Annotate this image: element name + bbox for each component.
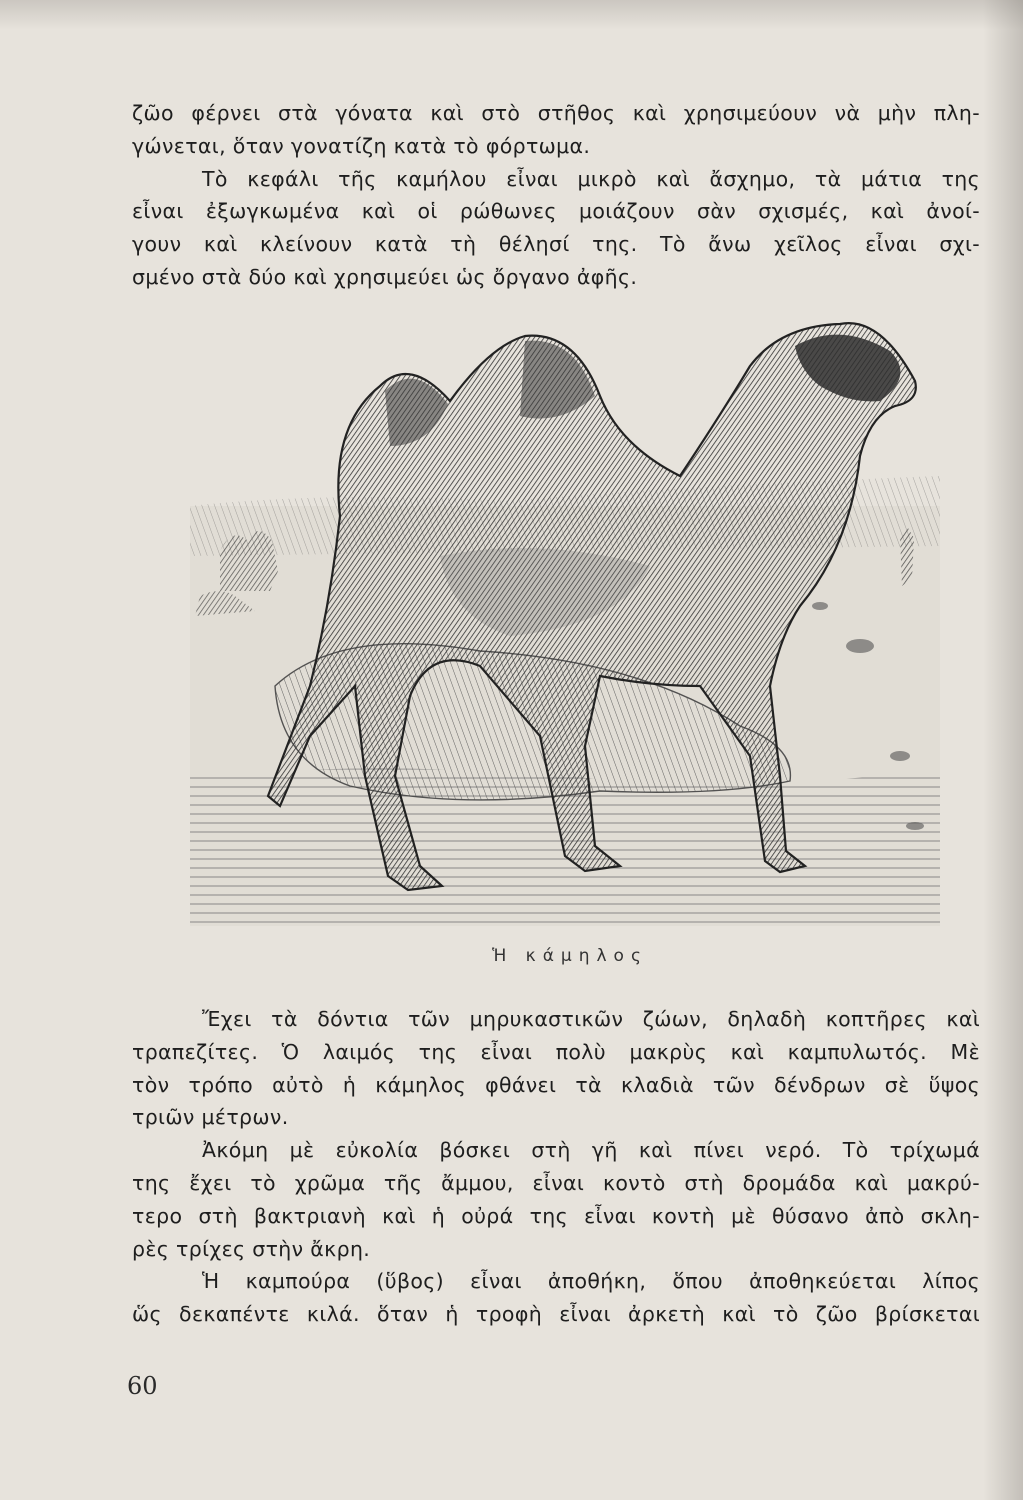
text-line: τριῶν μέτρων. <box>132 1105 289 1130</box>
text-line: ὥς δεκαπέντε κιλά. ὅταν ἡ τροφὴ εἶναι ἀρκετὴ καὶ τὸ ζῶο βρίσκεται <box>132 1302 980 1327</box>
page-number: 60 <box>127 1372 158 1400</box>
text-line: γουν καὶ κλείνουν κατὰ τὴ θέλησί της. Τὸ ἄνω χεῖλος εἶναι σχι- <box>132 232 980 257</box>
text-line: Ἀκόμη μὲ εὐκολία βόσκει στὴ γῆ καὶ πίνει νερό. Τὸ τρίχωμά <box>202 1138 980 1163</box>
paragraph <box>132 97 980 163</box>
page-shadow-gutter <box>983 0 1023 1500</box>
paragraph <box>132 1134 980 1265</box>
text-line: ρὲς τρίχες στὴν ἄκρη. <box>132 1236 371 1261</box>
text-line: εἶναι ἐξωγκωμένα καὶ οἱ ρώθωνες μοιάζουν σὰν σχισμές, καὶ ἀνοί- <box>132 199 980 224</box>
top-text-block <box>132 97 980 294</box>
text-line: σμένο στὰ δύο καὶ χρησιμεύει ὡς ὄργανο ἀφῆς. <box>132 264 638 289</box>
text-line: γώνεται, ὅταν γονατίζη κατὰ τὸ φόρτωμα. <box>132 133 591 158</box>
paragraph <box>132 1265 980 1331</box>
paragraph <box>132 163 980 294</box>
text-line: Τὸ κεφάλι τῆς καμήλου εἶναι μικρὸ καὶ ἄσχημο, τὰ μάτια της <box>202 166 980 191</box>
paragraph <box>132 1003 980 1134</box>
page-shadow-top <box>0 0 1023 30</box>
bottom-text-block <box>132 1003 980 1331</box>
text-line: της ἔχει τὸ χρῶμα τῆς ἄμμου, εἶναι κοντὸ στὴ δρομάδα καὶ μακρύ- <box>132 1170 980 1195</box>
text-line: Ἔχει τὰ δόντια τῶν μηρυκαστικῶν ζώων, δηλαδὴ κοπτῆρες καὶ <box>202 1007 980 1031</box>
text-line: ζῶο φέρνει στὰ γόνατα καὶ στὸ στῆθος καὶ χρησιμεύουν νὰ μὴν πλη- <box>132 101 980 125</box>
text-line: τραπεζίτες. Ὁ λαιμός της εἶναι πολὺ μακρὺς καὶ καμπυλωτός. Μὲ <box>132 1039 980 1064</box>
text-line: τερο στὴ βακτριανὴ καὶ ἡ οὐρά της εἶναι κοντὴ μὲ θύσανο ἀπὸ σκλη- <box>132 1203 980 1228</box>
camel-illustration <box>180 306 950 936</box>
figure-caption: Ἡ κάμηλος <box>492 946 648 966</box>
text-line: Ἡ καμπούρα (ὕβος) εἶναι ἀποθήκη, ὅπου ἀποθηκεύεται λίπος <box>202 1269 980 1294</box>
text-line: τὸν τρόπο αὐτὸ ἡ κάμηλος φθάνει τὰ κλαδιὰ τῶν δένδρων σὲ ὕψος <box>132 1072 980 1097</box>
camel-engraving-icon <box>180 306 950 936</box>
